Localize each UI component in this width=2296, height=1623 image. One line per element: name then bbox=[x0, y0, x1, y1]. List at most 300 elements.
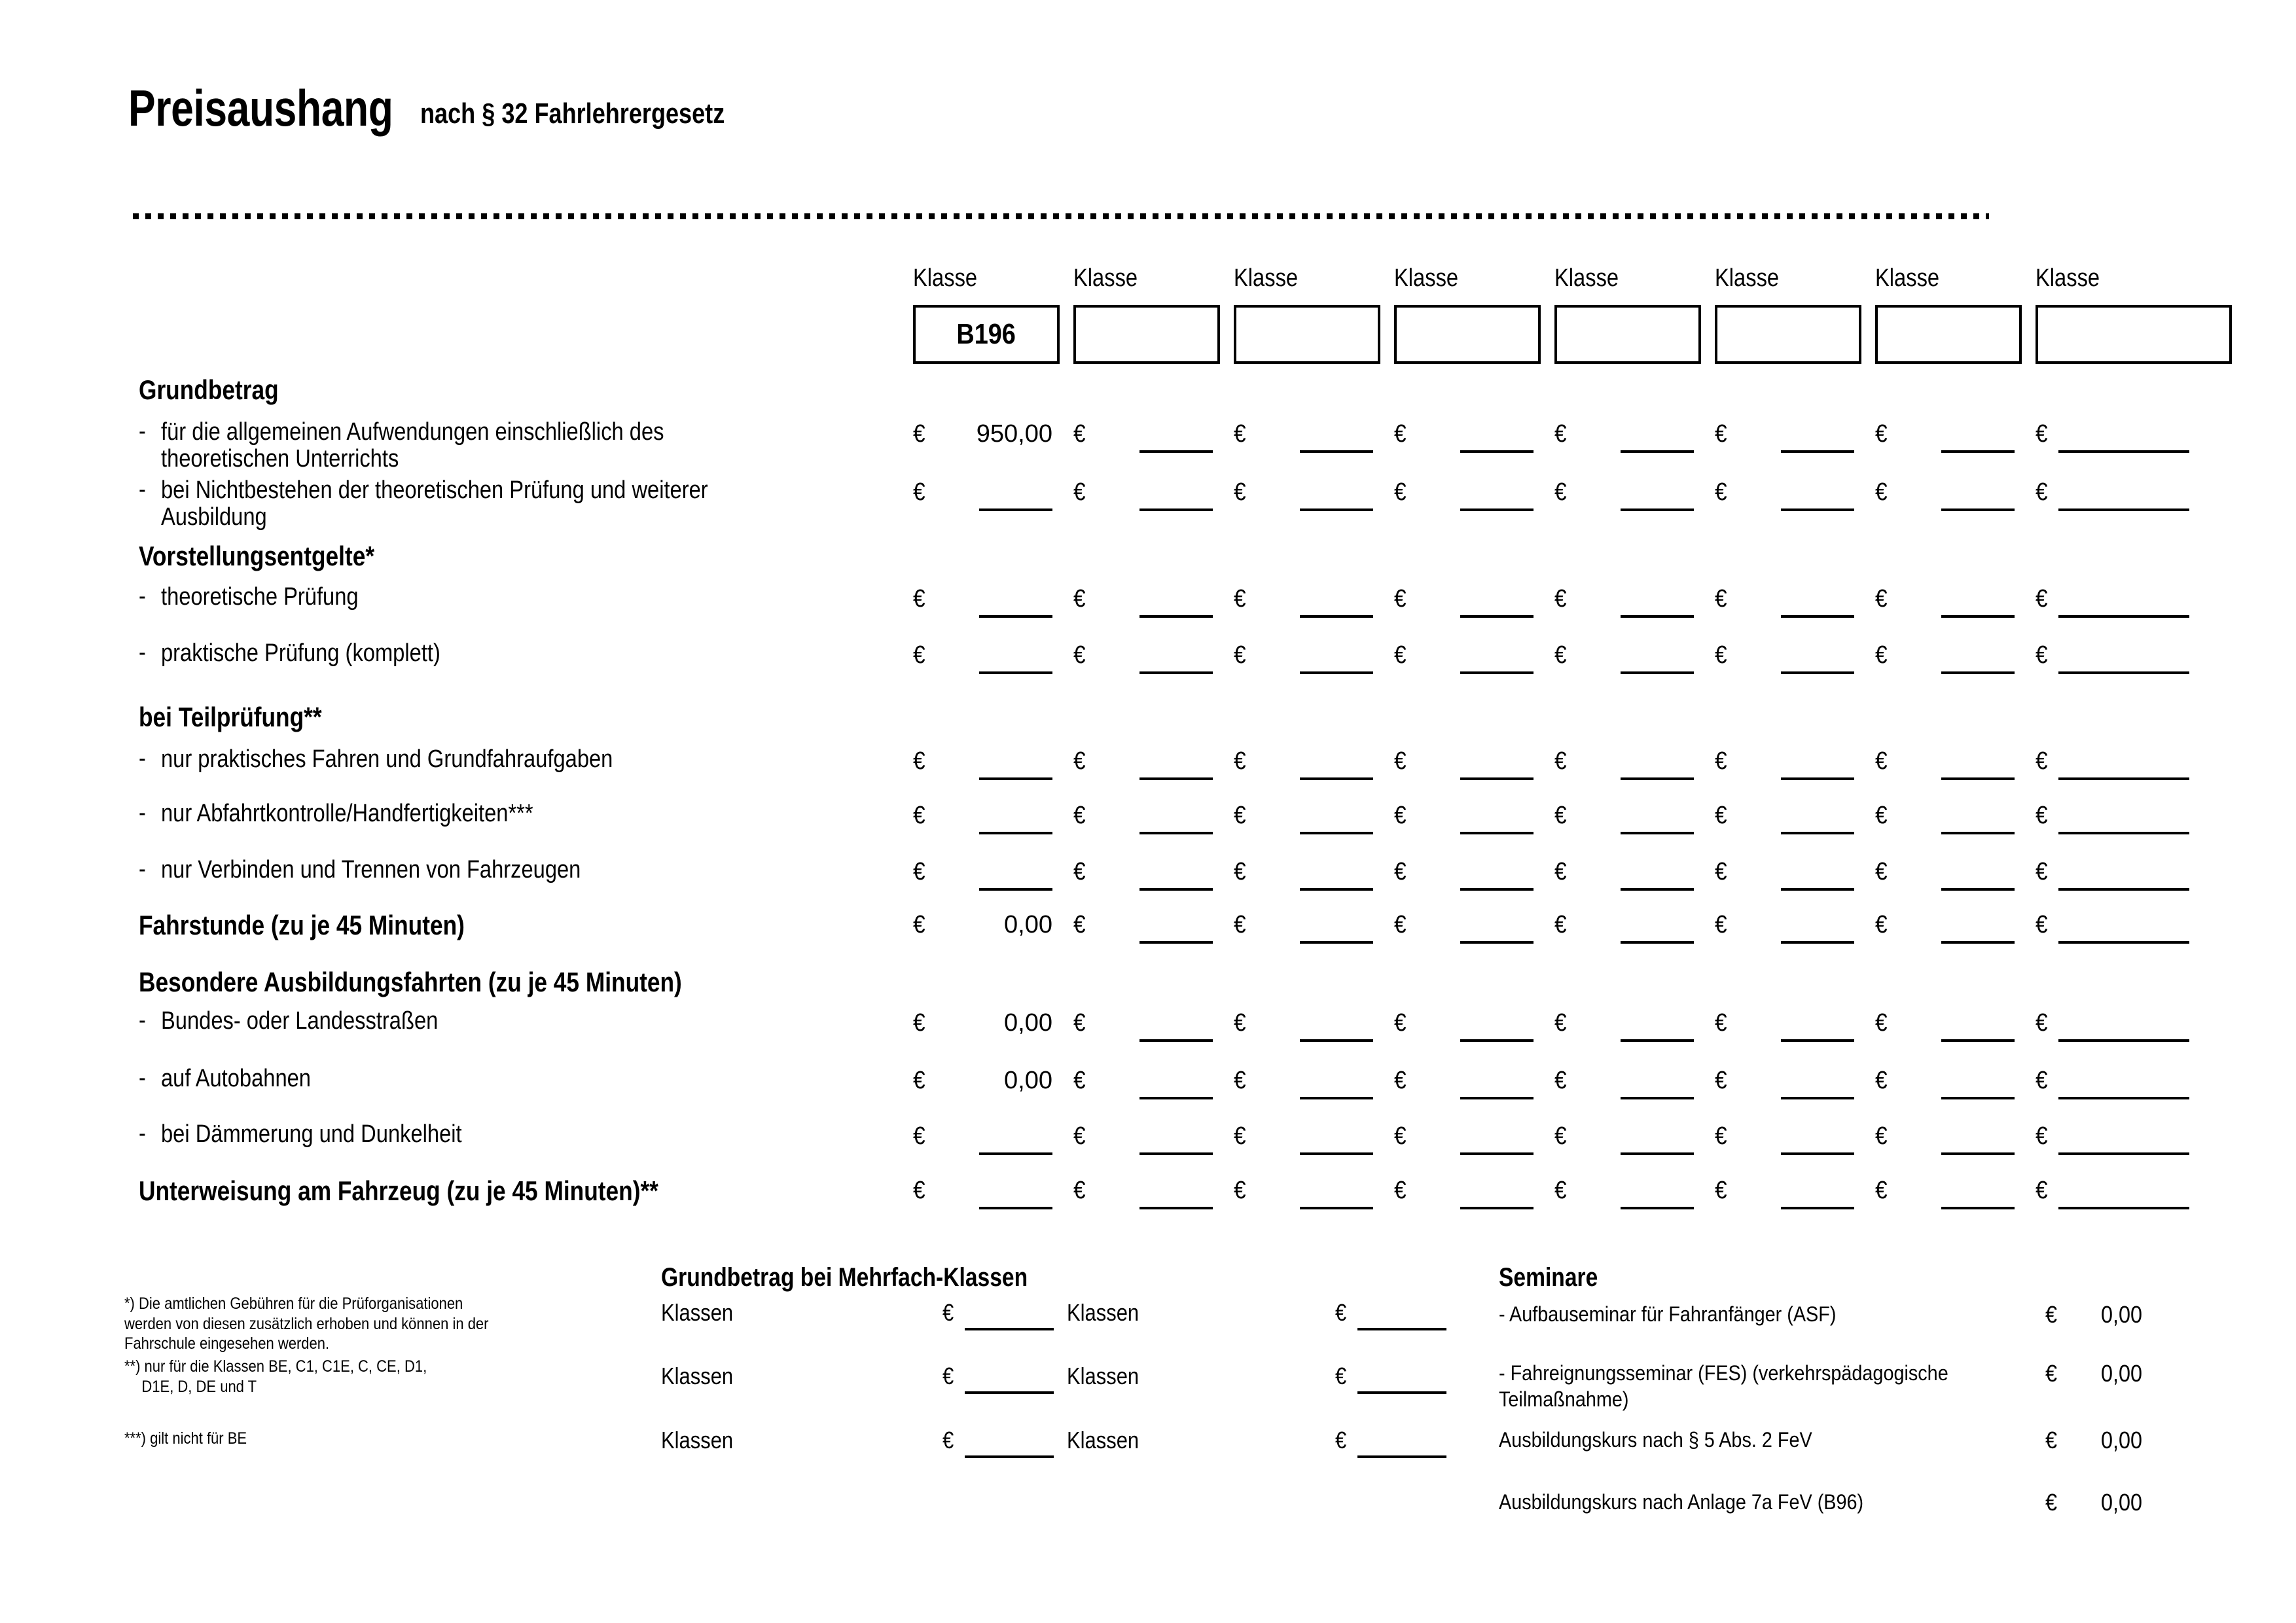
price-row-label bbox=[139, 1008, 483, 1035]
currency-symbol: € bbox=[1554, 1009, 1567, 1037]
page-header bbox=[128, 79, 2170, 137]
bullet-dash: - bbox=[139, 1007, 146, 1034]
currency-symbol: € bbox=[913, 585, 925, 613]
seminar-item-1-value[interactable]: 0,00 bbox=[2101, 1301, 2143, 1328]
s1r0-blank-col1[interactable] bbox=[979, 615, 1052, 618]
s1r1-blank-col6[interactable] bbox=[1781, 671, 1854, 674]
row-label-text bbox=[161, 584, 359, 611]
multi-class-row-1-right-label: Klassen bbox=[1067, 1299, 1139, 1326]
s2r1-blank-col7[interactable] bbox=[1941, 832, 2015, 834]
currency-symbol: € bbox=[1875, 1009, 1888, 1037]
s2r1-blank-col4[interactable] bbox=[1460, 832, 1534, 834]
multi-class-row-1-right-blank[interactable] bbox=[1357, 1328, 1446, 1330]
s0r0-blank-col7[interactable] bbox=[1941, 450, 2015, 453]
multi-class-heading: Grundbetrag bei Mehrfach-Klassen bbox=[661, 1263, 1028, 1292]
s1r0-blank-col6[interactable] bbox=[1781, 615, 1854, 618]
row-label-text bbox=[161, 1065, 311, 1092]
class-column-header-1: Klasse bbox=[913, 264, 978, 292]
row-label-line1: auf Autobahnen bbox=[161, 1065, 311, 1092]
row-label-line1: nur Abfahrtkontrolle/Handfertigkeiten*** bbox=[161, 800, 533, 827]
section-heading: bei Teilprüfung** bbox=[139, 702, 322, 732]
currency-symbol: € bbox=[1073, 420, 1086, 448]
row-label-line1: bei Nichtbestehen der theoretischen Prüfung und weiterer bbox=[161, 476, 708, 504]
currency-symbol: € bbox=[1715, 1009, 1727, 1037]
currency-symbol: € bbox=[1394, 1067, 1407, 1094]
currency-symbol: € bbox=[1554, 585, 1567, 613]
s1r0-blank-col4[interactable] bbox=[1460, 615, 1534, 618]
class-input-box-4[interactable] bbox=[1394, 305, 1541, 364]
currency-symbol: € bbox=[2036, 585, 2048, 613]
s0r0-blank-col8[interactable] bbox=[2058, 450, 2189, 453]
s2r1-blank-col3[interactable] bbox=[1300, 832, 1373, 834]
currency-symbol: € bbox=[1394, 478, 1407, 506]
multi-class-row-2-left-label: Klassen bbox=[661, 1363, 734, 1389]
currency-symbol: € bbox=[1394, 1177, 1407, 1204]
currency-symbol: € bbox=[1554, 802, 1567, 829]
currency-symbol: € bbox=[1234, 858, 1246, 885]
section-heading-with-prices: Fahrstunde (zu je 45 Minuten) bbox=[139, 910, 465, 940]
row-label-line1: Bundes- oder Landesstraßen bbox=[161, 1007, 439, 1035]
class-input-box-7[interactable] bbox=[1875, 305, 2022, 364]
row-label-text bbox=[161, 800, 533, 827]
currency-symbol: € bbox=[2045, 1489, 2058, 1516]
row-label-line2: Ausbildung bbox=[161, 503, 267, 531]
seminar-item-2-line2: Teilmaßnahme) bbox=[1499, 1387, 1629, 1411]
class-column-header-8: Klasse bbox=[2036, 264, 2100, 292]
bullet-dash: - bbox=[139, 639, 146, 666]
currency-symbol: € bbox=[1073, 1067, 1086, 1094]
row-label-line1: nur praktisches Fahren und Grundfahraufgaben bbox=[161, 745, 613, 773]
currency-symbol: € bbox=[913, 1177, 925, 1204]
s4r2-blank-col7[interactable] bbox=[1941, 1152, 2015, 1155]
currency-symbol: € bbox=[1875, 1122, 1888, 1150]
currency-symbol: € bbox=[913, 420, 925, 448]
s1r1-blank-col7[interactable] bbox=[1941, 671, 2015, 674]
s2r1-blank-col1[interactable] bbox=[979, 832, 1052, 834]
currency-symbol: € bbox=[1715, 585, 1727, 613]
currency-symbol: € bbox=[1073, 858, 1086, 885]
s4r1-blank-col7[interactable] bbox=[1941, 1097, 2015, 1099]
currency-symbol: € bbox=[1073, 1122, 1086, 1150]
s2r0-blank-col7[interactable] bbox=[1941, 777, 2015, 780]
s2r0-blank-col3[interactable] bbox=[1300, 777, 1373, 780]
s4r2-blank-col2[interactable] bbox=[1139, 1152, 1213, 1155]
dotted-divider bbox=[133, 213, 1989, 219]
footnote-2-line1: **) nur für die Klassen BE, C1, C1E, C, CE, D1, bbox=[124, 1357, 427, 1376]
currency-symbol: € bbox=[1875, 585, 1888, 613]
currency-symbol: € bbox=[2036, 1122, 2048, 1150]
s4r2-blank-col1[interactable] bbox=[979, 1152, 1052, 1155]
s1r0-blank-col8[interactable] bbox=[2058, 615, 2189, 618]
row-label-text bbox=[161, 419, 664, 473]
currency-symbol: € bbox=[1073, 641, 1086, 669]
currency-symbol: € bbox=[1554, 747, 1567, 775]
price-row-label bbox=[139, 1121, 511, 1148]
s2r2-blank-col6[interactable] bbox=[1781, 888, 1854, 891]
s1r0-blank-col7[interactable] bbox=[1941, 615, 2015, 618]
s4r2-blank-col6[interactable] bbox=[1781, 1152, 1854, 1155]
currency-symbol: € bbox=[1875, 911, 1888, 938]
s4r2-blank-col8[interactable] bbox=[2058, 1152, 2189, 1155]
multi-class-row-2-right-label: Klassen bbox=[1067, 1363, 1139, 1389]
s2r2-blank-col4[interactable] bbox=[1460, 888, 1534, 891]
s0r1-blank-col1[interactable] bbox=[979, 508, 1052, 511]
currency-symbol: € bbox=[2036, 1009, 2048, 1037]
currency-symbol: € bbox=[1554, 1122, 1567, 1150]
currency-symbol: € bbox=[1234, 1177, 1246, 1204]
currency-symbol: € bbox=[913, 641, 925, 669]
bullet-dash: - bbox=[139, 745, 146, 772]
s4r0-blank-col4[interactable] bbox=[1460, 1039, 1534, 1042]
s2r2-blank-col1[interactable] bbox=[979, 888, 1052, 891]
section5-blank-col8[interactable] bbox=[2058, 1207, 2189, 1209]
currency-symbol: € bbox=[1234, 641, 1246, 669]
multi-class-row-2-right-blank[interactable] bbox=[1357, 1391, 1446, 1394]
s2r0-blank-col1[interactable] bbox=[979, 777, 1052, 780]
currency-symbol: € bbox=[913, 802, 925, 829]
multi-class-row-3-right-label: Klassen bbox=[1067, 1427, 1139, 1454]
currency-symbol: € bbox=[1234, 1009, 1246, 1037]
section-heading: Vorstellungsentgelte* bbox=[139, 541, 375, 571]
currency-symbol: € bbox=[1554, 420, 1567, 448]
row-label-text bbox=[161, 1008, 438, 1035]
s2r2-blank-col8[interactable] bbox=[2058, 888, 2189, 891]
section3-blank-col3[interactable] bbox=[1300, 941, 1373, 944]
currency-symbol: € bbox=[1394, 911, 1407, 938]
s2r2-blank-col5[interactable] bbox=[1621, 888, 1694, 891]
row-label-line1: bei Dämmerung und Dunkelheit bbox=[161, 1120, 462, 1148]
footnote-2-line2: D1E, D, DE und T bbox=[141, 1377, 257, 1396]
currency-symbol: € bbox=[1234, 420, 1246, 448]
seminar-item-3-value[interactable]: 0,00 bbox=[2101, 1427, 2143, 1454]
s2r0-blank-col6[interactable] bbox=[1781, 777, 1854, 780]
currency-symbol: € bbox=[942, 1299, 954, 1326]
currency-symbol: € bbox=[1073, 1177, 1086, 1204]
currency-symbol: € bbox=[913, 478, 925, 506]
currency-symbol: € bbox=[1394, 585, 1407, 613]
row-label-line1: praktische Prüfung (komplett) bbox=[161, 639, 440, 667]
currency-symbol: € bbox=[1234, 478, 1246, 506]
class-column-header-4: Klasse bbox=[1394, 264, 1459, 292]
s1r1-blank-col5[interactable] bbox=[1621, 671, 1694, 674]
footnote-1-line1: *) Die amtlichen Gebühren für die Prüforganisationen bbox=[124, 1294, 463, 1313]
currency-symbol: € bbox=[1394, 1122, 1407, 1150]
s4r1-blank-col6[interactable] bbox=[1781, 1097, 1854, 1099]
price-row-label bbox=[139, 477, 797, 531]
class-input-box-3[interactable] bbox=[1234, 305, 1380, 364]
currency-symbol: € bbox=[1073, 911, 1086, 938]
footnote-1-line2: werden von diesen zusätzlich erhoben und können in der bbox=[124, 1314, 489, 1333]
class-column-header-6: Klasse bbox=[1715, 264, 1780, 292]
currency-symbol: € bbox=[2036, 1067, 2048, 1094]
class-value-1: B196 bbox=[956, 318, 1016, 350]
class-input-box-2[interactable] bbox=[1073, 305, 1220, 364]
s2r0-blank-col4[interactable] bbox=[1460, 777, 1534, 780]
currency-symbol: € bbox=[1554, 858, 1567, 885]
multi-class-row-2-left-blank[interactable] bbox=[965, 1391, 1054, 1394]
seminar-item-1-line1: - Aufbauseminar für Fahranfänger (ASF) bbox=[1499, 1302, 1837, 1326]
s4r0-blank-col5[interactable] bbox=[1621, 1039, 1694, 1042]
seminar-item-2-label bbox=[1499, 1360, 1958, 1412]
s0r1-blank-col2[interactable] bbox=[1139, 508, 1213, 511]
s4r0-blank-col2[interactable] bbox=[1139, 1039, 1213, 1042]
section5-blank-col5[interactable] bbox=[1621, 1207, 1694, 1209]
s0r0-value-col1[interactable]: 950,00 bbox=[976, 420, 1052, 448]
s4r0-blank-col6[interactable] bbox=[1781, 1039, 1854, 1042]
currency-symbol: € bbox=[1234, 1067, 1246, 1094]
s1r0-blank-col2[interactable] bbox=[1139, 615, 1213, 618]
row-label-text bbox=[161, 640, 440, 667]
s2r1-blank-col8[interactable] bbox=[2058, 832, 2189, 834]
section3-blank-col7[interactable] bbox=[1941, 941, 2015, 944]
s4r1-blank-col2[interactable] bbox=[1139, 1097, 1213, 1099]
currency-symbol: € bbox=[1875, 802, 1888, 829]
currency-symbol: € bbox=[913, 1067, 925, 1094]
currency-symbol: € bbox=[1554, 911, 1567, 938]
s1r0-blank-col3[interactable] bbox=[1300, 615, 1373, 618]
s2r1-blank-col6[interactable] bbox=[1781, 832, 1854, 834]
currency-symbol: € bbox=[1394, 747, 1407, 775]
s1r1-blank-col3[interactable] bbox=[1300, 671, 1373, 674]
s0r1-blank-col5[interactable] bbox=[1621, 508, 1694, 511]
multi-class-row-1-left-blank[interactable] bbox=[965, 1328, 1054, 1330]
currency-symbol: € bbox=[2045, 1427, 2058, 1454]
section5-blank-col2[interactable] bbox=[1139, 1207, 1213, 1209]
currency-symbol: € bbox=[2036, 1177, 2048, 1204]
seminar-item-3-label bbox=[1499, 1427, 1958, 1453]
row-label-line2: theoretischen Unterrichts bbox=[161, 445, 399, 473]
s4r1-blank-col8[interactable] bbox=[2058, 1097, 2189, 1099]
currency-symbol: € bbox=[913, 1009, 925, 1037]
currency-symbol: € bbox=[1875, 1177, 1888, 1204]
s0r1-blank-col8[interactable] bbox=[2058, 508, 2189, 511]
s0r0-blank-col6[interactable] bbox=[1781, 450, 1854, 453]
section5-blank-col4[interactable] bbox=[1460, 1207, 1534, 1209]
s2r0-blank-col8[interactable] bbox=[2058, 777, 2189, 780]
s0r1-blank-col6[interactable] bbox=[1781, 508, 1854, 511]
row-label-text bbox=[161, 746, 613, 773]
currency-symbol: € bbox=[2036, 802, 2048, 829]
currency-symbol: € bbox=[1234, 1122, 1246, 1150]
s0r1-blank-col7[interactable] bbox=[1941, 508, 2015, 511]
s2r2-blank-col3[interactable] bbox=[1300, 888, 1373, 891]
s4r0-blank-col7[interactable] bbox=[1941, 1039, 2015, 1042]
s0r1-blank-col4[interactable] bbox=[1460, 508, 1534, 511]
currency-symbol: € bbox=[2036, 911, 2048, 938]
seminar-item-2-value[interactable]: 0,00 bbox=[2101, 1360, 2143, 1387]
s0r0-blank-col3[interactable] bbox=[1300, 450, 1373, 453]
currency-symbol: € bbox=[1394, 802, 1407, 829]
currency-symbol: € bbox=[1875, 858, 1888, 885]
row-label-text bbox=[161, 1121, 462, 1148]
s4r1-value-col1[interactable]: 0,00 bbox=[1004, 1067, 1052, 1094]
currency-symbol: € bbox=[1715, 858, 1727, 885]
currency-symbol: € bbox=[1073, 747, 1086, 775]
price-row-label bbox=[139, 746, 687, 773]
section5-blank-col3[interactable] bbox=[1300, 1207, 1373, 1209]
currency-symbol: € bbox=[2036, 858, 2048, 885]
row-label-line1: theoretische Prüfung bbox=[161, 583, 359, 611]
section3-value-col1[interactable]: 0,00 bbox=[1004, 911, 1052, 938]
section3-blank-col2[interactable] bbox=[1139, 941, 1213, 944]
currency-symbol: € bbox=[1875, 747, 1888, 775]
section5-blank-col1[interactable] bbox=[979, 1207, 1052, 1209]
s4r1-blank-col5[interactable] bbox=[1621, 1097, 1694, 1099]
currency-symbol: € bbox=[1335, 1299, 1347, 1326]
currency-symbol: € bbox=[1394, 420, 1407, 448]
footnote-1-line3: Fahrschule eingesehen werden. bbox=[124, 1334, 330, 1353]
s0r0-blank-col4[interactable] bbox=[1460, 450, 1534, 453]
bullet-dash: - bbox=[139, 476, 146, 503]
price-row-label bbox=[139, 419, 746, 473]
bullet-dash: - bbox=[139, 855, 146, 883]
currency-symbol: € bbox=[913, 911, 925, 938]
multi-class-row-3-left-label: Klassen bbox=[661, 1427, 734, 1454]
currency-symbol: € bbox=[913, 1122, 925, 1150]
bullet-dash: - bbox=[139, 418, 146, 445]
currency-symbol: € bbox=[1554, 1067, 1567, 1094]
currency-symbol: € bbox=[1715, 747, 1727, 775]
s4r0-blank-col3[interactable] bbox=[1300, 1039, 1373, 1042]
currency-symbol: € bbox=[1875, 478, 1888, 506]
row-label-text bbox=[161, 477, 708, 531]
s4r0-value-col1[interactable]: 0,00 bbox=[1004, 1009, 1052, 1037]
section-heading: Besondere Ausbildungsfahrten (zu je 45 Minuten) bbox=[139, 967, 682, 997]
s0r0-blank-col2[interactable] bbox=[1139, 450, 1213, 453]
currency-symbol: € bbox=[1394, 1009, 1407, 1037]
s4r0-blank-col8[interactable] bbox=[2058, 1039, 2189, 1042]
currency-symbol: € bbox=[1335, 1363, 1347, 1389]
price-row-label bbox=[139, 857, 649, 883]
seminar-item-2-line1: - Fahreignungsseminar (FES) (verkehrspädagogische bbox=[1499, 1361, 1948, 1385]
currency-symbol: € bbox=[1073, 585, 1086, 613]
bullet-dash: - bbox=[139, 582, 146, 610]
seminar-item-3-line1: Ausbildungskurs nach § 5 Abs. 2 FeV bbox=[1499, 1428, 1812, 1452]
s2r2-blank-col7[interactable] bbox=[1941, 888, 2015, 891]
s1r1-blank-col4[interactable] bbox=[1460, 671, 1534, 674]
currency-symbol: € bbox=[1234, 911, 1246, 938]
currency-symbol: € bbox=[2036, 747, 2048, 775]
s4r1-blank-col3[interactable] bbox=[1300, 1097, 1373, 1099]
seminar-item-4-value[interactable]: 0,00 bbox=[2101, 1489, 2143, 1516]
currency-symbol: € bbox=[2036, 641, 2048, 669]
row-label-text bbox=[161, 857, 581, 883]
s0r1-blank-col3[interactable] bbox=[1300, 508, 1373, 511]
class-column-header-2: Klasse bbox=[1073, 264, 1138, 292]
seminar-item-4-line1: Ausbildungskurs nach Anlage 7a FeV (B96) bbox=[1499, 1490, 1864, 1514]
class-input-box-6[interactable] bbox=[1715, 305, 1861, 364]
section3-blank-col4[interactable] bbox=[1460, 941, 1534, 944]
currency-symbol: € bbox=[1073, 478, 1086, 506]
s1r1-blank-col1[interactable] bbox=[979, 671, 1052, 674]
class-column-header-5: Klasse bbox=[1554, 264, 1619, 292]
s2r1-blank-col2[interactable] bbox=[1139, 832, 1213, 834]
price-row-label bbox=[139, 640, 486, 667]
section5-blank-col6[interactable] bbox=[1781, 1207, 1854, 1209]
currency-symbol: € bbox=[2036, 478, 2048, 506]
s4r1-blank-col4[interactable] bbox=[1460, 1097, 1534, 1099]
currency-symbol: € bbox=[913, 747, 925, 775]
currency-symbol: € bbox=[1715, 911, 1727, 938]
currency-symbol: € bbox=[2045, 1360, 2058, 1387]
currency-symbol: € bbox=[1335, 1427, 1347, 1454]
class-column-header-7: Klasse bbox=[1875, 264, 1940, 292]
class-input-box-1[interactable] bbox=[913, 305, 1060, 364]
footnote-1 bbox=[124, 1294, 493, 1354]
row-label-line1: nur Verbinden und Trennen von Fahrzeugen bbox=[161, 856, 581, 883]
currency-symbol: € bbox=[1875, 641, 1888, 669]
currency-symbol: € bbox=[1554, 1177, 1567, 1204]
currency-symbol: € bbox=[2036, 420, 2048, 448]
seminar-item-1-label bbox=[1499, 1301, 1958, 1327]
bullet-dash: - bbox=[139, 1120, 146, 1147]
currency-symbol: € bbox=[1234, 747, 1246, 775]
currency-symbol: € bbox=[1394, 858, 1407, 885]
bullet-dash: - bbox=[139, 1064, 146, 1092]
currency-symbol: € bbox=[1715, 420, 1727, 448]
currency-symbol: € bbox=[1234, 802, 1246, 829]
section3-blank-col5[interactable] bbox=[1621, 941, 1694, 944]
s4r2-blank-col5[interactable] bbox=[1621, 1152, 1694, 1155]
price-row-label bbox=[139, 800, 594, 827]
currency-symbol: € bbox=[1073, 802, 1086, 829]
seminars-heading: Seminare bbox=[1499, 1263, 1598, 1292]
currency-symbol: € bbox=[913, 858, 925, 885]
s4r2-blank-col4[interactable] bbox=[1460, 1152, 1534, 1155]
currency-symbol: € bbox=[1554, 478, 1567, 506]
s1r1-blank-col2[interactable] bbox=[1139, 671, 1213, 674]
multi-class-row-3-left-blank[interactable] bbox=[965, 1455, 1054, 1458]
s4r2-blank-col3[interactable] bbox=[1300, 1152, 1373, 1155]
currency-symbol: € bbox=[1234, 585, 1246, 613]
s1r1-blank-col8[interactable] bbox=[2058, 671, 2189, 674]
section3-blank-col6[interactable] bbox=[1781, 941, 1854, 944]
currency-symbol: € bbox=[942, 1363, 954, 1389]
s2r2-blank-col2[interactable] bbox=[1139, 888, 1213, 891]
price-row-label bbox=[139, 1065, 335, 1092]
s2r0-blank-col5[interactable] bbox=[1621, 777, 1694, 780]
currency-symbol: € bbox=[2045, 1301, 2058, 1328]
s2r1-blank-col5[interactable] bbox=[1621, 832, 1694, 834]
multi-class-row-1-left-label: Klassen bbox=[661, 1299, 734, 1326]
class-column-header-3: Klasse bbox=[1234, 264, 1299, 292]
currency-symbol: € bbox=[1715, 641, 1727, 669]
section-heading-with-prices: Unterweisung am Fahrzeug (zu je 45 Minuten)** bbox=[139, 1175, 658, 1206]
class-input-box-8[interactable] bbox=[2036, 305, 2232, 364]
section-heading: Grundbetrag bbox=[139, 374, 279, 405]
page-title: Preisaushang bbox=[128, 79, 393, 137]
currency-symbol: € bbox=[1554, 641, 1567, 669]
section5-blank-col7[interactable] bbox=[1941, 1207, 2015, 1209]
currency-symbol: € bbox=[1715, 1122, 1727, 1150]
currency-symbol: € bbox=[1715, 1177, 1727, 1204]
page-subtitle: nach § 32 Fahrlehrergesetz bbox=[420, 98, 725, 130]
s2r0-blank-col2[interactable] bbox=[1139, 777, 1213, 780]
footnote-2 bbox=[124, 1357, 493, 1397]
currency-symbol: € bbox=[942, 1427, 954, 1454]
row-label-line1: für die allgemeinen Aufwendungen einschließlich des bbox=[161, 418, 664, 446]
footnote-3-line1: ***) gilt nicht für BE bbox=[124, 1429, 247, 1448]
multi-class-row-3-right-blank[interactable] bbox=[1357, 1455, 1446, 1458]
class-input-box-5[interactable] bbox=[1554, 305, 1701, 364]
footnote-3 bbox=[124, 1429, 493, 1449]
s0r0-blank-col5[interactable] bbox=[1621, 450, 1694, 453]
currency-symbol: € bbox=[1073, 1009, 1086, 1037]
s1r0-blank-col5[interactable] bbox=[1621, 615, 1694, 618]
currency-symbol: € bbox=[1875, 1067, 1888, 1094]
price-row-label bbox=[139, 584, 391, 611]
section3-blank-col8[interactable] bbox=[2058, 941, 2189, 944]
